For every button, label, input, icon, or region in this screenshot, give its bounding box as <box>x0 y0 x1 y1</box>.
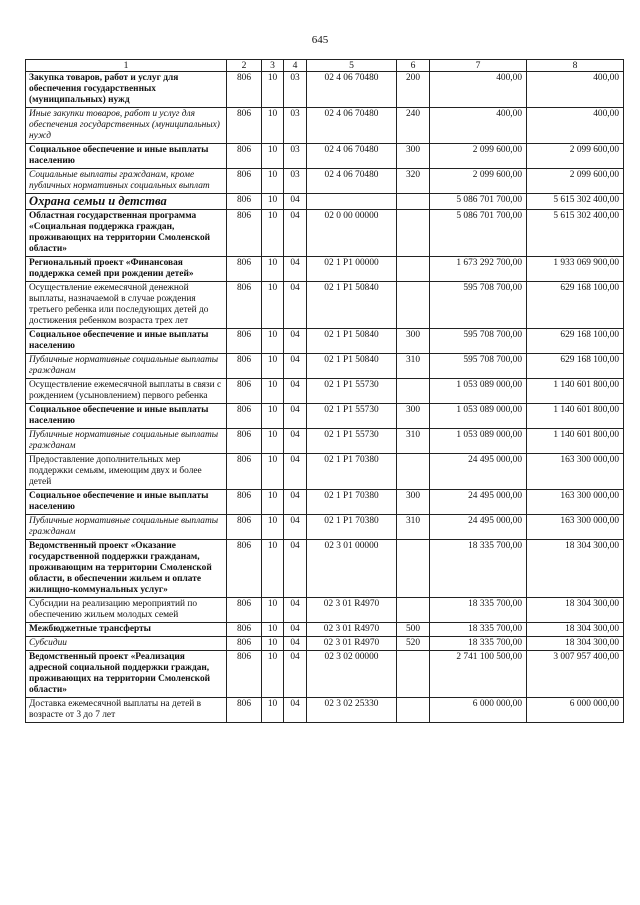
row-name-cell: Публичные нормативные социальные выплаты гражданам <box>26 429 227 454</box>
section-code-cell: 10 <box>262 540 284 598</box>
target-article-cell: 02 4 06 70480 <box>307 169 397 194</box>
target-article-cell <box>307 194 397 210</box>
table-row <box>26 329 624 354</box>
row-name-cell: Субсидии на реализацию мероприятий по обеспечению жильем молодых семей <box>26 598 227 623</box>
admin-code-cell: 806 <box>227 282 262 329</box>
section-code-cell: 10 <box>262 169 284 194</box>
section-code-cell: 10 <box>262 72 284 108</box>
target-article-cell: 02 3 01 R4970 <box>307 637 397 651</box>
admin-code-cell: 806 <box>227 194 262 210</box>
amount-year-1-cell: 24 495 000,00 <box>430 515 527 540</box>
table-header-row <box>26 60 624 72</box>
expense-type-cell <box>397 257 430 282</box>
admin-code-cell: 806 <box>227 257 262 282</box>
subsection-code-cell: 04 <box>284 210 307 257</box>
row-name-cell: Социальное обеспечение и иные выплаты населению <box>26 404 227 429</box>
amount-year-1-cell: 400,00 <box>430 72 527 108</box>
expense-type-cell: 300 <box>397 329 430 354</box>
row-name-cell: Публичные нормативные социальные выплаты гражданам <box>26 354 227 379</box>
row-name-cell: Осуществление ежемесячной денежной выплаты, назначаемой в случае рождения третьего ребенка или последующих детей до достижения ребенком возраста трех лет <box>26 282 227 329</box>
expense-type-cell: 200 <box>397 72 430 108</box>
admin-code-cell: 806 <box>227 210 262 257</box>
table-row <box>26 454 624 490</box>
row-name-cell: Иные закупки товаров, работ и услуг для обеспечения государственных (муниципальных) нужд <box>26 108 227 144</box>
amount-year-2-cell: 6 000 000,00 <box>527 698 624 723</box>
table-row <box>26 169 624 194</box>
table-row <box>26 379 624 404</box>
subsection-code-cell: 04 <box>284 329 307 354</box>
row-name-cell: Субсидии <box>26 637 227 651</box>
expense-type-cell: 500 <box>397 623 430 637</box>
row-name-cell: Социальные выплаты гражданам, кроме публичных нормативных социальных выплат <box>26 169 227 194</box>
subsection-code-cell: 03 <box>284 72 307 108</box>
table-row <box>26 515 624 540</box>
admin-code-cell: 806 <box>227 169 262 194</box>
expense-type-cell <box>397 454 430 490</box>
row-name-cell: Осуществление ежемесячной выплаты в связи с рождением (усыновлением) первого ребенка <box>26 379 227 404</box>
admin-code-cell: 806 <box>227 651 262 698</box>
budget-table <box>25 59 624 723</box>
section-code-cell: 10 <box>262 282 284 329</box>
expense-type-cell: 520 <box>397 637 430 651</box>
amount-year-2-cell: 1 140 601 800,00 <box>527 429 624 454</box>
table-row <box>26 108 624 144</box>
table-row <box>26 490 624 515</box>
table-row <box>26 623 624 637</box>
row-name-cell: Областная государственная программа «Социальная поддержка граждан, проживающих на территории Смоленской области» <box>26 210 227 257</box>
subsection-code-cell: 04 <box>284 598 307 623</box>
page-number: 645 <box>311 34 329 46</box>
target-article-cell: 02 0 00 00000 <box>307 210 397 257</box>
row-name-cell: Социальное обеспечение и иные выплаты населению <box>26 329 227 354</box>
expense-type-cell: 310 <box>397 515 430 540</box>
column-header: 4 <box>284 60 307 72</box>
subsection-code-cell: 03 <box>284 108 307 144</box>
target-article-cell: 02 4 06 70480 <box>307 72 397 108</box>
section-code-cell: 10 <box>262 429 284 454</box>
table-row <box>26 72 624 108</box>
expense-type-cell <box>397 651 430 698</box>
amount-year-2-cell: 18 304 300,00 <box>527 598 624 623</box>
amount-year-1-cell: 18 335 700,00 <box>430 637 527 651</box>
table-row <box>26 637 624 651</box>
amount-year-2-cell: 2 099 600,00 <box>527 144 624 169</box>
table-row <box>26 404 624 429</box>
target-article-cell: 02 3 01 R4970 <box>307 598 397 623</box>
expense-type-cell: 300 <box>397 404 430 429</box>
subsection-code-cell: 04 <box>284 698 307 723</box>
amount-year-2-cell: 163 300 000,00 <box>527 515 624 540</box>
section-code-cell: 10 <box>262 257 284 282</box>
amount-year-1-cell: 24 495 000,00 <box>430 454 527 490</box>
amount-year-2-cell: 18 304 300,00 <box>527 623 624 637</box>
row-name-cell: Региональный проект «Финансовая поддержка семей при рождении детей» <box>26 257 227 282</box>
amount-year-1-cell: 595 708 700,00 <box>430 329 527 354</box>
row-name-cell: Закупка товаров, работ и услуг для обеспечения государственных (муниципальных) нужд <box>26 72 227 108</box>
expense-type-cell <box>397 379 430 404</box>
admin-code-cell: 806 <box>227 72 262 108</box>
amount-year-1-cell: 2 099 600,00 <box>430 144 527 169</box>
section-code-cell: 10 <box>262 329 284 354</box>
target-article-cell: 02 1 Р1 70380 <box>307 515 397 540</box>
amount-year-2-cell: 1 140 601 800,00 <box>527 404 624 429</box>
admin-code-cell: 806 <box>227 454 262 490</box>
expense-type-cell <box>397 210 430 257</box>
amount-year-2-cell: 2 099 600,00 <box>527 169 624 194</box>
admin-code-cell: 806 <box>227 404 262 429</box>
amount-year-2-cell: 3 007 957 400,00 <box>527 651 624 698</box>
admin-code-cell: 806 <box>227 144 262 169</box>
section-code-cell: 10 <box>262 194 284 210</box>
admin-code-cell: 806 <box>227 598 262 623</box>
section-code-cell: 10 <box>262 698 284 723</box>
target-article-cell: 02 4 06 70480 <box>307 144 397 169</box>
column-header: 8 <box>527 60 624 72</box>
expense-type-cell <box>397 282 430 329</box>
section-code-cell: 10 <box>262 404 284 429</box>
section-code-cell: 10 <box>262 108 284 144</box>
expense-type-cell: 240 <box>397 108 430 144</box>
expense-type-cell: 320 <box>397 169 430 194</box>
column-header: 3 <box>262 60 284 72</box>
amount-year-1-cell: 24 495 000,00 <box>430 490 527 515</box>
table-row <box>26 210 624 257</box>
admin-code-cell: 806 <box>227 379 262 404</box>
section-code-cell: 10 <box>262 454 284 490</box>
section-code-cell: 10 <box>262 354 284 379</box>
subsection-code-cell: 04 <box>284 637 307 651</box>
amount-year-1-cell: 2 099 600,00 <box>430 169 527 194</box>
amount-year-1-cell: 18 335 700,00 <box>430 623 527 637</box>
amount-year-1-cell: 1 053 089 000,00 <box>430 429 527 454</box>
subsection-code-cell: 04 <box>284 429 307 454</box>
amount-year-2-cell: 629 168 100,00 <box>527 282 624 329</box>
target-article-cell: 02 4 06 70480 <box>307 108 397 144</box>
admin-code-cell: 806 <box>227 108 262 144</box>
target-article-cell: 02 1 Р1 55730 <box>307 429 397 454</box>
target-article-cell: 02 1 Р1 55730 <box>307 379 397 404</box>
amount-year-2-cell: 18 304 300,00 <box>527 540 624 598</box>
expense-type-cell: 300 <box>397 144 430 169</box>
subsection-code-cell: 04 <box>284 379 307 404</box>
amount-year-2-cell: 1 933 069 900,00 <box>527 257 624 282</box>
expense-type-cell: 300 <box>397 490 430 515</box>
amount-year-2-cell: 5 615 302 400,00 <box>527 194 624 210</box>
section-code-cell: 10 <box>262 515 284 540</box>
table-row <box>26 540 624 598</box>
amount-year-2-cell: 163 300 000,00 <box>527 490 624 515</box>
row-name-cell: Ведомственный проект «Оказание государственной поддержки гражданам, проживающим на территории Смоленской области, в обеспечении жильем и оплате жилищно-коммунальных услуг» <box>26 540 227 598</box>
column-header: 2 <box>227 60 262 72</box>
subsection-code-cell: 03 <box>284 144 307 169</box>
section-code-cell: 10 <box>262 623 284 637</box>
amount-year-1-cell: 18 335 700,00 <box>430 540 527 598</box>
subsection-code-cell: 04 <box>284 194 307 210</box>
expense-type-cell <box>397 698 430 723</box>
subsection-code-cell: 04 <box>284 623 307 637</box>
expense-type-cell <box>397 194 430 210</box>
expense-type-cell <box>397 598 430 623</box>
target-article-cell: 02 1 Р1 50840 <box>307 329 397 354</box>
row-name-cell: Доставка ежемесячной выплаты на детей в возрасте от 3 до 7 лет <box>26 698 227 723</box>
admin-code-cell: 806 <box>227 354 262 379</box>
subsection-code-cell: 04 <box>284 651 307 698</box>
table-row <box>26 598 624 623</box>
table-row <box>26 282 624 329</box>
section-code-cell: 10 <box>262 379 284 404</box>
admin-code-cell: 806 <box>227 515 262 540</box>
expense-type-cell: 310 <box>397 354 430 379</box>
amount-year-1-cell: 6 000 000,00 <box>430 698 527 723</box>
row-name-cell: Ведомственный проект «Реализация адресной социальной поддержки граждан, проживающих на территории Смоленской области» <box>26 651 227 698</box>
amount-year-1-cell: 400,00 <box>430 108 527 144</box>
amount-year-2-cell: 18 304 300,00 <box>527 637 624 651</box>
admin-code-cell: 806 <box>227 540 262 598</box>
admin-code-cell: 806 <box>227 490 262 515</box>
admin-code-cell: 806 <box>227 429 262 454</box>
target-article-cell: 02 3 02 25330 <box>307 698 397 723</box>
column-header: 7 <box>430 60 527 72</box>
table-row <box>26 698 624 723</box>
amount-year-1-cell: 1 673 292 700,00 <box>430 257 527 282</box>
section-code-cell: 10 <box>262 210 284 257</box>
table-row <box>26 354 624 379</box>
amount-year-1-cell: 5 086 701 700,00 <box>430 194 527 210</box>
admin-code-cell: 806 <box>227 698 262 723</box>
target-article-cell: 02 1 Р1 50840 <box>307 354 397 379</box>
column-header: 1 <box>26 60 227 72</box>
subsection-code-cell: 04 <box>284 282 307 329</box>
table-row <box>26 429 624 454</box>
target-article-cell: 02 3 01 R4970 <box>307 623 397 637</box>
column-header: 6 <box>397 60 430 72</box>
admin-code-cell: 806 <box>227 623 262 637</box>
subsection-code-cell: 04 <box>284 404 307 429</box>
amount-year-2-cell: 5 615 302 400,00 <box>527 210 624 257</box>
row-name-cell: Предоставление дополнительных мер поддержки семьям, имеющим двух и более детей <box>26 454 227 490</box>
admin-code-cell: 806 <box>227 637 262 651</box>
section-code-cell: 10 <box>262 651 284 698</box>
row-name-cell: Охрана семьи и детства <box>26 194 227 210</box>
target-article-cell: 02 1 Р1 70380 <box>307 490 397 515</box>
section-code-cell: 10 <box>262 490 284 515</box>
row-name-cell: Социальное обеспечение и иные выплаты населению <box>26 144 227 169</box>
subsection-code-cell: 03 <box>284 169 307 194</box>
row-name-cell: Публичные нормативные социальные выплаты гражданам <box>26 515 227 540</box>
amount-year-2-cell: 400,00 <box>527 72 624 108</box>
subsection-code-cell: 04 <box>284 490 307 515</box>
target-article-cell: 02 1 Р1 00000 <box>307 257 397 282</box>
amount-year-2-cell: 629 168 100,00 <box>527 354 624 379</box>
table-row <box>26 651 624 698</box>
row-name-cell: Межбюджетные трансферты <box>26 623 227 637</box>
subsection-code-cell: 04 <box>284 354 307 379</box>
amount-year-1-cell: 1 053 089 000,00 <box>430 379 527 404</box>
expense-type-cell <box>397 540 430 598</box>
subsection-code-cell: 04 <box>284 454 307 490</box>
table-row <box>26 194 624 210</box>
amount-year-2-cell: 629 168 100,00 <box>527 329 624 354</box>
target-article-cell: 02 1 Р1 55730 <box>307 404 397 429</box>
target-article-cell: 02 3 02 00000 <box>307 651 397 698</box>
target-article-cell: 02 3 01 00000 <box>307 540 397 598</box>
expense-type-cell: 310 <box>397 429 430 454</box>
amount-year-1-cell: 18 335 700,00 <box>430 598 527 623</box>
column-header: 5 <box>307 60 397 72</box>
admin-code-cell: 806 <box>227 329 262 354</box>
target-article-cell: 02 1 Р1 70380 <box>307 454 397 490</box>
section-code-cell: 10 <box>262 637 284 651</box>
row-name-cell: Социальное обеспечение и иные выплаты населению <box>26 490 227 515</box>
target-article-cell: 02 1 Р1 50840 <box>307 282 397 329</box>
amount-year-2-cell: 1 140 601 800,00 <box>527 379 624 404</box>
amount-year-1-cell: 1 053 089 000,00 <box>430 404 527 429</box>
amount-year-1-cell: 595 708 700,00 <box>430 354 527 379</box>
amount-year-1-cell: 5 086 701 700,00 <box>430 210 527 257</box>
amount-year-1-cell: 2 741 100 500,00 <box>430 651 527 698</box>
amount-year-1-cell: 595 708 700,00 <box>430 282 527 329</box>
subsection-code-cell: 04 <box>284 540 307 598</box>
table-row <box>26 257 624 282</box>
table-row <box>26 144 624 169</box>
amount-year-2-cell: 400,00 <box>527 108 624 144</box>
subsection-code-cell: 04 <box>284 515 307 540</box>
section-code-cell: 10 <box>262 598 284 623</box>
amount-year-2-cell: 163 300 000,00 <box>527 454 624 490</box>
section-code-cell: 10 <box>262 144 284 169</box>
subsection-code-cell: 04 <box>284 257 307 282</box>
